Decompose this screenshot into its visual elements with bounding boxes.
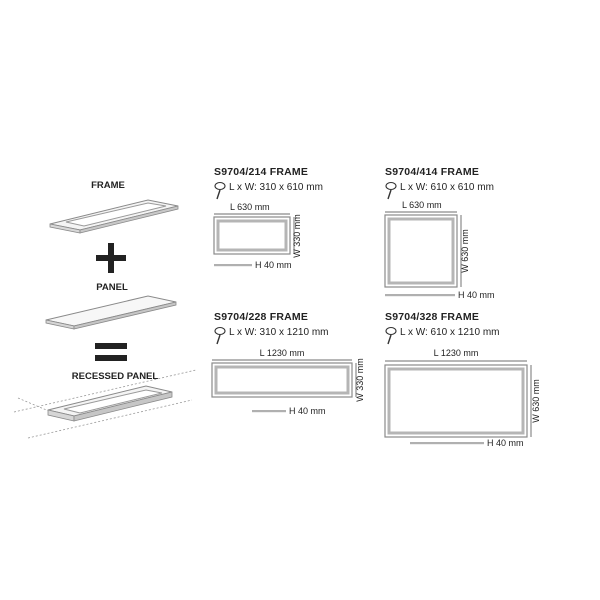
height-label: H 40 mm <box>255 260 292 270</box>
recessed-panel-label: RECESSED PANEL <box>71 371 159 382</box>
product-code: S9704/228 FRAME <box>214 311 309 323</box>
lamp-icon <box>215 183 225 200</box>
lamp-icon <box>215 328 225 345</box>
frame-illustration <box>50 200 178 233</box>
product-s9704-214 <box>214 166 323 270</box>
length-label: L 630 mm <box>230 202 270 212</box>
panel-label: PANEL <box>96 282 128 293</box>
product-spec: L x W: 310 x 610 mm <box>229 182 323 193</box>
product-spec: L x W: 610 x 1210 mm <box>400 327 500 338</box>
product-code: S9704/214 FRAME <box>214 166 309 178</box>
product-s9704-328 <box>385 311 541 448</box>
width-label: W 630 mm <box>531 379 541 423</box>
frame-inner <box>389 219 453 283</box>
height-bar <box>385 294 455 296</box>
length-label: L 1230 mm <box>433 348 479 358</box>
height-bar <box>214 264 252 266</box>
product-spec: L x W: 610 x 610 mm <box>400 182 494 193</box>
height-bar <box>410 442 484 444</box>
lamp-icon <box>386 183 396 200</box>
product-s9704-228 <box>212 311 365 416</box>
width-label: W 330 mm <box>355 358 365 402</box>
product-code: S9704/328 FRAME <box>385 311 480 323</box>
length-label: L 630 mm <box>402 200 442 210</box>
height-label: H 40 mm <box>458 290 495 300</box>
product-spec: L x W: 310 x 1210 mm <box>229 327 329 338</box>
panel-illustration <box>46 296 176 329</box>
length-label: L 1230 mm <box>259 348 305 358</box>
height-label: H 40 mm <box>487 438 524 448</box>
frame-label: FRAME <box>91 180 125 191</box>
frame-inner <box>389 369 523 433</box>
width-label: W 630 mm <box>460 229 470 273</box>
height-bar <box>252 410 286 412</box>
product-code: S9704/414 FRAME <box>385 166 480 178</box>
plus-sign <box>96 243 126 273</box>
width-label: W 330 mm <box>292 214 302 258</box>
product-s9704-414 <box>385 166 495 300</box>
height-label: H 40 mm <box>289 406 326 416</box>
frame-inner <box>218 221 286 250</box>
frame-inner <box>216 367 348 393</box>
equals-sign <box>95 343 127 361</box>
lamp-icon <box>386 328 396 345</box>
